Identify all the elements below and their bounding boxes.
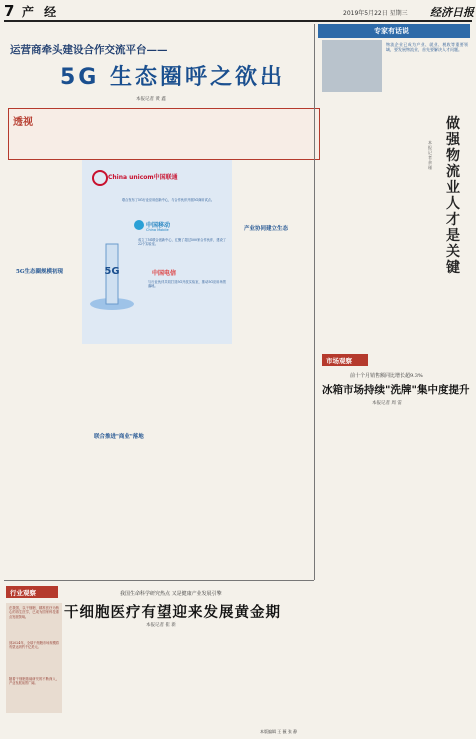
telecom-text: 与行业伙伴共同打造5G开放实验室，推动5G应用场景落地。	[148, 280, 226, 289]
body-column-2a	[82, 350, 152, 430]
industry-text-4	[232, 632, 312, 728]
industry-notes-box	[6, 603, 62, 713]
industry-text-3	[148, 632, 228, 736]
main-headline: 5G 生态圈呼之欲出	[60, 65, 286, 90]
unicom-name: China unicom中国联通	[108, 174, 178, 181]
unicom-logo-icon	[92, 170, 108, 186]
main-kicker: 运营商牵头建设合作交流平台——	[10, 44, 168, 56]
body-column-1a	[10, 162, 80, 262]
industry-kicker: 我国生命科学研究热点 又是健康产业发展引擎	[120, 591, 222, 597]
industry-note-2: 到2024年，全球干细胞市场规模将有望达到约千亿美元。	[9, 641, 59, 650]
sidebar-text-1	[322, 100, 390, 340]
ecosystem-subhead: 5G生态圈规模初现	[16, 269, 64, 275]
body-column-2b	[82, 442, 152, 576]
5g-tower-icon	[88, 224, 136, 314]
perspective-box	[8, 108, 320, 160]
market-banner	[322, 354, 368, 366]
industry-note-1: 在我国，以干细胞、精准医疗为核心的再生医学，已成为国家科技重点发展领域。	[9, 606, 59, 619]
mobile-text: 成立了5G联合创新中心，汇聚了超过500家合作伙伴，建设了22个实验室。	[138, 238, 226, 247]
svg-text:5G: 5G	[104, 266, 120, 277]
industry-banner	[6, 586, 58, 598]
header-rule	[4, 20, 472, 22]
section-name: 产 经	[22, 5, 60, 19]
page-editor: 本版编辑 王 薇 张 静	[260, 729, 298, 734]
mobile-name: 中国移动	[146, 222, 171, 229]
market-headline: 冰箱市场持续"洗牌"集中度提升	[322, 384, 470, 396]
market-kicker: 前十个月销售额同比增长超9.3%	[350, 373, 423, 379]
sidebar-text-2	[394, 200, 468, 340]
newspaper-logo: 经济日报	[430, 6, 474, 19]
mobile-en: China Mobile	[146, 228, 169, 232]
subhead-3: 联合推进"商业"落地	[94, 434, 144, 440]
market-text-1	[322, 410, 468, 530]
sidebar-reporter: 本报记者 余瑾	[428, 140, 432, 170]
body-column-3	[156, 350, 230, 576]
operator-graphic	[82, 160, 232, 344]
body-column-4b	[234, 234, 308, 576]
industry-text-1	[6, 716, 62, 736]
industry-note-3: 随着干细胞基础研究的不断深入，产业发展前景广阔。	[9, 677, 59, 686]
main-byline: 本报记者 黄 鑫	[136, 97, 166, 102]
sidebar-headline: 做强物流业 人才是关键	[446, 116, 460, 276]
market-reporter: 本报记者 周 雷	[372, 401, 402, 406]
industry-headline: 干细胞医疗有望迎来发展黄金期	[64, 604, 281, 621]
body-column-1b	[10, 276, 80, 576]
issue-date: 2019年5月22日 星期三	[343, 10, 408, 17]
market-text-2	[322, 534, 468, 734]
unicom-text: 联合发布了5G行业应用创新中心，与合作伙伴开展5G商用试点。	[122, 198, 215, 202]
telecom-name: 中国电信	[152, 270, 177, 277]
market-banner-label: 市场观察	[326, 357, 352, 365]
perspective-label: 透视	[13, 117, 33, 128]
body-column-4a	[234, 160, 308, 220]
industry-text-2	[66, 632, 144, 736]
expert-photo	[322, 40, 382, 92]
industry-rule	[4, 580, 314, 581]
column-divider	[314, 24, 315, 580]
expert-banner-label: 专家有话说	[374, 26, 409, 35]
expert-quote: 物流企业已成为产业、就业、税收等重要领域，要发展物流业，首先要解决人才问题。	[386, 42, 468, 53]
subhead-2: 产业协同建立生态	[244, 226, 289, 232]
perspective-text	[13, 127, 313, 155]
industry-banner-label: 行业观察	[10, 589, 36, 597]
page-number: 7	[4, 2, 15, 20]
expert-banner	[318, 24, 470, 38]
industry-reporter: 本报记者 崔 新	[146, 623, 176, 628]
